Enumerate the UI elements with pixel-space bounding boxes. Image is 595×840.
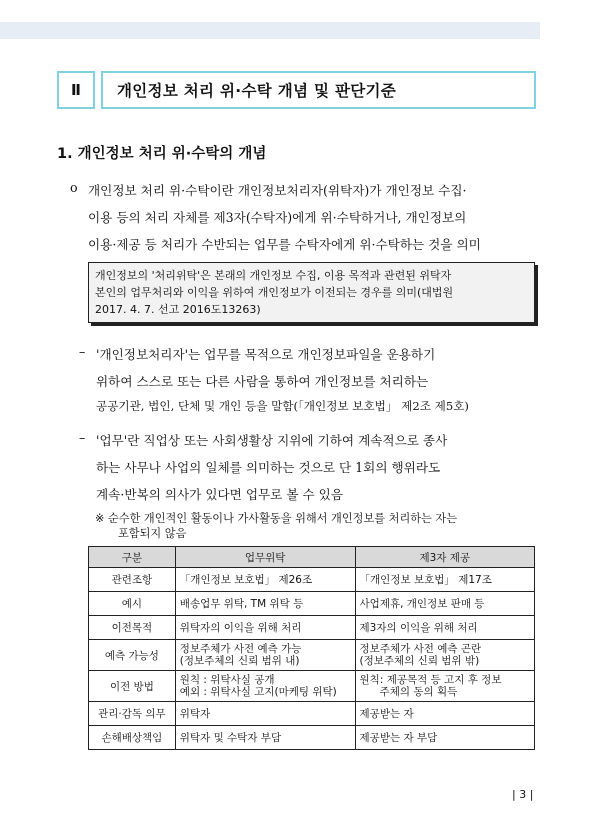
box-line: 2017. 4. 7. 선고 2016도13263) [95,303,261,316]
definition-line: '업무'란 직업상 또는 사회생활상 지위에 기하여 계속적으로 종사 [96,433,448,448]
table-cell: 사업제휴, 개인정보 판매 등 [355,592,534,616]
top-band [0,22,540,39]
column-header: 제3자 제공 [355,547,534,568]
table-cell: 위탁자 [175,702,355,726]
table-cell: 정보주체가 사전 예측 가능 (정보주체의 신뢰 범위 내) [175,640,355,671]
bullet-marker: o [70,180,78,195]
definition-line: 공공기관, 법인, 단체 및 개인 등을 말함(「개인정보 보호법」 제2조 제5호) [96,399,469,413]
row-label-cell: 관리·감독 의무 [89,702,176,726]
row-label-cell: 관련조항 [89,568,176,592]
row-label-cell: 예시 [89,592,176,616]
table-row [89,702,535,726]
table-row [89,640,535,671]
page-number: | 3 | [512,788,534,801]
note [95,511,457,541]
note-line: ※ 순수한 개인적인 활동이나 가사활동을 위해서 개인정보를 처리하는 자는 [95,512,458,525]
dash-marker: – [79,430,86,445]
table-row [89,568,535,592]
column-header: 구분 [89,547,176,568]
box-line: 본인의 업무처리와 이익을 위하여 개인정보가 이전되는 경우를 의미(대법원 [95,286,454,299]
intro-line: 이용·제공 등 처리가 수반되는 업무를 수탁자에게 위·수탁하는 것을 의미 [88,237,481,252]
section-title: 1. 개인정보 처리 위·수탁의 개념 [57,146,267,162]
table-cell: 제공받는 자 [355,702,534,726]
row-label-cell: 이전목적 [89,616,176,640]
table-row [89,726,535,750]
dash-marker: – [79,344,86,359]
row-label-cell: 손해배상책임 [89,726,176,750]
intro-line: 개인정보 처리 위·수탁이란 개인정보처리자(위탁자)가 개인정보 수집· [88,183,467,198]
table-cell: 원칙 : 위탁사실 공개 예외 : 위탁사실 고지(마케팅 위탁) [175,671,355,702]
chapter-number: Ⅱ [71,81,81,99]
comparison-table [88,546,535,750]
table-cell: 위탁자의 이익을 위해 처리 [175,616,355,640]
table-row [89,592,535,616]
column-header: 업무위탁 [175,547,355,568]
box-line: 개인정보의 '처리위탁'은 본래의 개인정보 수집, 이용 목적과 관련된 위탁자 [95,269,452,282]
definition-line: 위하여 스스로 또는 다른 사람을 통하여 개인정보를 처리하는 [96,374,429,389]
table-header-row [89,547,535,568]
definition-line: '개인정보처리자'는 업무를 목적으로 개인정보파일을 운용하기 [96,347,436,362]
table-row [89,616,535,640]
table-cell: 원칙: 제공목적 등 고지 후 정보 주체의 동의 획득 [355,671,534,702]
note-line: 포함되지 않음 [118,527,187,540]
chapter-number-box [57,71,95,109]
definition-line: 계속·반복의 의사가 있다면 업무로 볼 수 있음 [96,487,344,502]
table-row [89,671,535,702]
row-label-cell: 이전 방법 [89,671,176,702]
chapter-title: 개인정보 처리 위·수탁 개념 및 판단기준 [117,82,397,100]
table-cell: 정보주체가 사전 예측 곤란 (정보주체의 신뢰 범위 밖) [355,640,534,671]
row-label-cell: 예측 가능성 [89,640,176,671]
table-cell: 「개인정보 보호법」 제26조 [175,568,355,592]
table-cell: 위탁자 및 수탁자 부담 [175,726,355,750]
chapter-title-box [101,71,536,109]
table-cell: 배송업무 위탁, TM 위탁 등 [175,592,355,616]
table-cell: 「개인정보 보호법」 제17조 [355,568,534,592]
table-cell: 제3자의 이익을 위해 처리 [355,616,534,640]
definition-line: 하는 사무나 사업의 일체를 의미하는 것으로 단 1회의 행위라도 [96,460,441,475]
table-cell: 제공받는 자 부담 [355,726,534,750]
intro-line: 이용 등의 처리 자체를 제3자(수탁자)에게 위·수탁하거나, 개인정보의 [88,210,467,225]
court-ruling-box [88,262,535,323]
